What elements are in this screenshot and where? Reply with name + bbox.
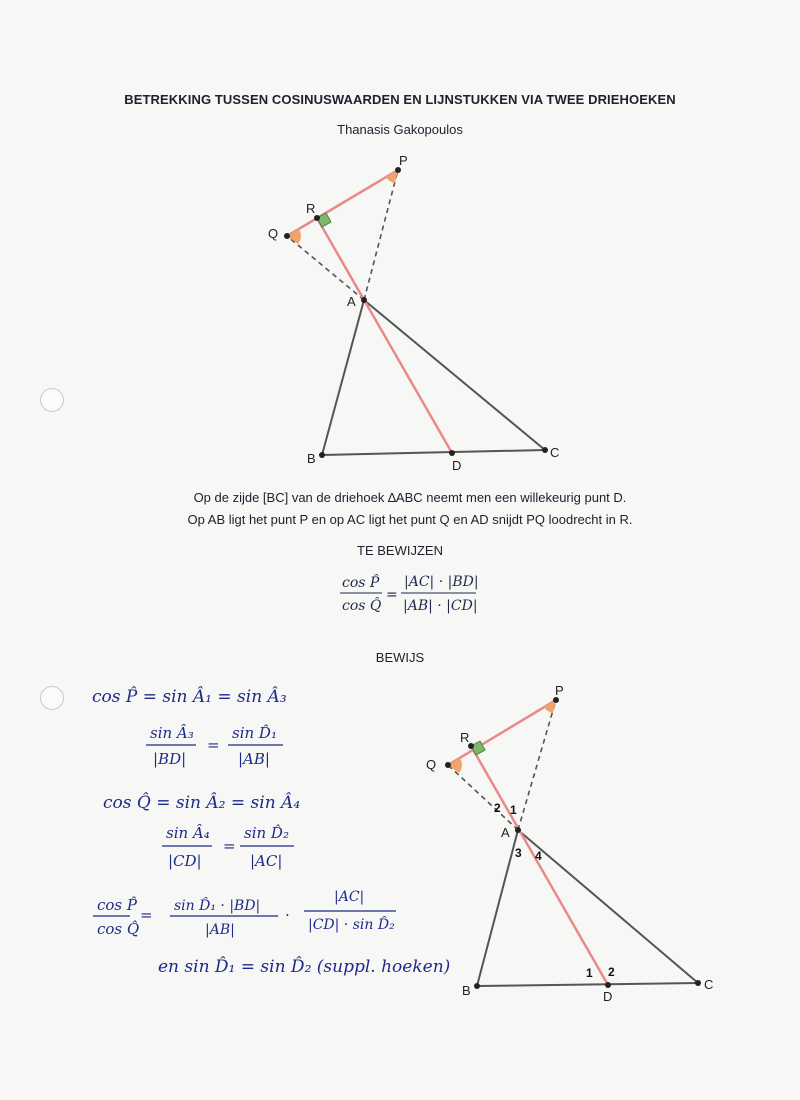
label-d-2: D (603, 989, 613, 1004)
proof-frac2-eq: = (223, 837, 236, 855)
proof-frac3-num: cos P̂ (97, 896, 137, 914)
label-b-2: B (462, 983, 471, 998)
side-ac (364, 300, 545, 450)
label-c-2: C (704, 977, 714, 992)
proof-frac2-num-right: sin D̂₂ (244, 824, 289, 842)
dashed-aq-2 (448, 765, 518, 830)
proof-frac4-num: sin D̂₁ · |BD| (174, 898, 261, 914)
formula-den-right: |AB| · |CD| (403, 598, 478, 614)
label-r: R (306, 201, 316, 216)
figure-top (268, 153, 559, 473)
dashed-aq (287, 236, 364, 300)
proof-line-last: en sin D̂₁ = sin D̂₂ (suppl. hoeken) (158, 957, 451, 977)
proof-frac1-den-right: |AB| (238, 750, 270, 768)
prove-formula (340, 573, 479, 614)
label-d: D (452, 458, 462, 473)
proof-frac1-num-right: sin D̂₁ (232, 724, 277, 742)
label-c: C (550, 445, 560, 460)
dashed-ap (364, 170, 398, 300)
statement-line-1: Op de zijde [BC] van de driehoek ∆ABC neemt men een willekeurig punt D. (193, 490, 627, 505)
label-q-2: Q (426, 757, 437, 772)
side-bc-2 (477, 983, 698, 986)
proof-line-2: cos Q̂ = sin Â₂ = sin Â₄ (103, 793, 301, 813)
proof-frac2-num-left: sin Â₄ (166, 824, 210, 842)
proof-frac3-den: cos Q̂ (97, 920, 140, 938)
side-ac-2 (518, 830, 698, 983)
label-q: Q (268, 226, 279, 241)
formula-num-right: |AC| · |BD| (404, 574, 479, 590)
formula-den-left: cos Q̂ (342, 598, 382, 614)
side-ab-2 (477, 830, 518, 986)
proof-frac5-den: |CD| · sin D̂₂ (308, 917, 395, 933)
handwritten-proof (92, 686, 450, 977)
proof-frac2-den-left: |CD| (168, 852, 202, 870)
formula-equals: = (386, 587, 398, 603)
line-rd (317, 218, 452, 453)
label-p-2: P (555, 683, 564, 698)
line-pq (287, 170, 398, 236)
proof-frac1-den-left: |BD| (153, 750, 187, 768)
angle-d2-number: 2 (608, 965, 615, 979)
figure-bottom (426, 683, 713, 1004)
side-bc (322, 450, 545, 455)
prove-header: TE BEWIJZEN (357, 543, 443, 558)
proof-line-1: cos P̂ = sin Â₁ = sin Â₃ (92, 687, 287, 707)
proof-frac1-eq: = (207, 736, 220, 754)
label-p: P (399, 153, 408, 168)
angle-a1-number: 1 (510, 803, 517, 817)
label-b: B (307, 451, 316, 466)
proof-frac1-num-left: sin Â₃ (150, 724, 194, 742)
label-r-2: R (460, 730, 470, 745)
formula-num-left: cos P̂ (342, 575, 380, 591)
angle-a4-number: 4 (535, 849, 542, 863)
proof-header: BEWIJS (375, 650, 425, 665)
author-name: Thanasis Gakopoulos (337, 122, 463, 137)
side-ab (322, 300, 364, 455)
proof-frac4-den: |AB| (205, 922, 235, 938)
statement-line-2: Op AB ligt het punt P en op AC ligt het punt Q en AD snijdt PQ loodrecht in R. (187, 512, 633, 527)
proof-frac2-den-right: |AC| (250, 852, 283, 870)
line-rd-2 (471, 746, 608, 985)
angle-a3-number: 3 (515, 846, 522, 860)
proof-frac5-num: |AC| (334, 889, 365, 905)
label-a-2: A (501, 825, 510, 840)
label-a: A (347, 294, 356, 309)
document-title: BETREKKING TUSSEN COSINUSWAARDEN EN LIJNSTUKKEN VIA TWEE DRIEHOEKEN (124, 92, 676, 107)
angle-a2-number: 2 (494, 801, 501, 815)
proof-frac3-eq: = (140, 906, 153, 924)
angle-d1-number: 1 (586, 966, 593, 980)
proof-frac-dot: · (285, 906, 290, 924)
